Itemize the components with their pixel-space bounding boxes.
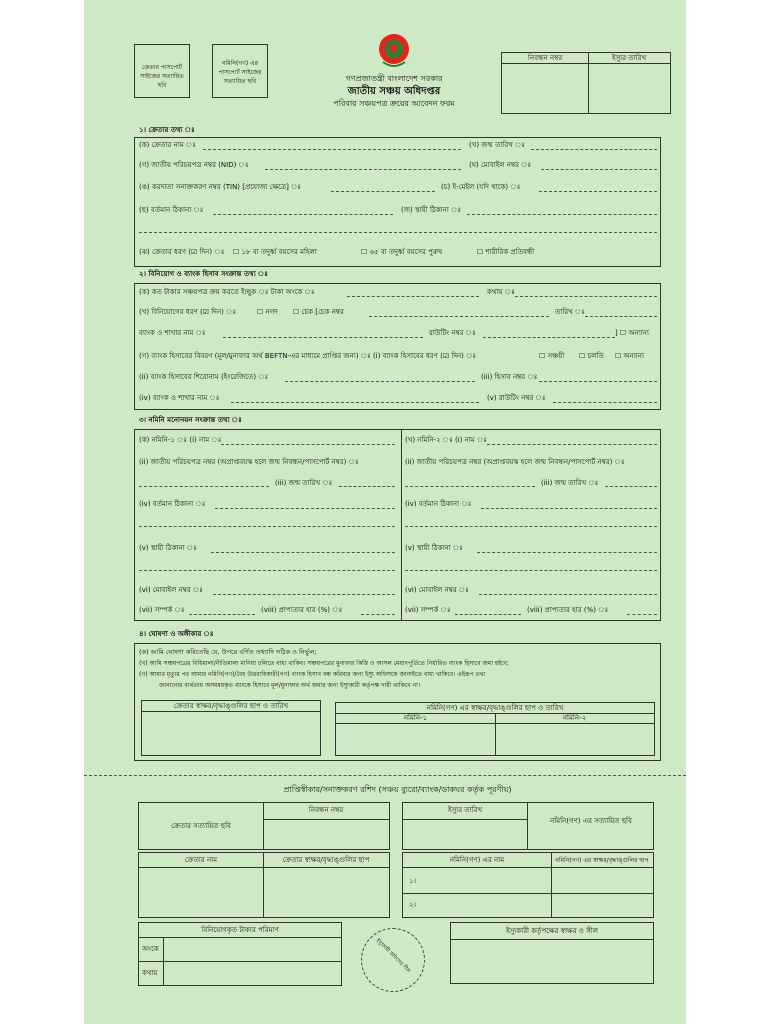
account-title-label: (ii) ব্যাংক হিসাবের শিরোনাম (ইংরেজিতে) ঃ — [139, 373, 269, 381]
nominee1-share-label: (viii) প্রাপ্যতার হার (%) ঃ — [261, 606, 343, 614]
tin-label: (ঙ) করদাতা সনাক্তকরণ নম্বর (TIN) [প্রযোজ্য ক্ষেত্রে] ঃ — [139, 183, 302, 191]
current-option[interactable]: ☐ চলতি — [579, 352, 604, 360]
cheque-option[interactable]: ☐ চেক [চেক নম্বর — [293, 308, 344, 316]
present-address-label: (ছ) বর্তমান ঠিকানা ঃ — [139, 206, 204, 214]
cheque-routing-label: রাউটিং নম্বর ঃ — [429, 329, 476, 337]
receipt-buyer-sign-box — [138, 852, 390, 918]
declaration-2: (খ) আমি সঞ্চয়পত্রের বিধিমালা/নীতিমালা মানিয়া চলিতে বাধ্য থাকিব। সঞ্চয়পত্রের মুনাফার কিস্তি ও আসল মেয়াদপূর্তিতে নির্ধারিত ব্যাংক হিসাবে জমা হইবে; — [139, 660, 509, 667]
declaration-box — [134, 643, 661, 761]
beftn-label: (গ) ব্যাংক হিসাবের বিবরণ (মূল/মুনাফার অর্থ BEFTN-এর মাধ্যমে প্রাপ্তির জন্য) ঃ (i) ব্যাংক হিসাবের ধরণ (☑ দিন) ঃ — [139, 352, 477, 360]
receipt-authority-box — [450, 922, 654, 984]
type-option-disabled[interactable]: ☐ শারীরিক প্রতিবন্ধী — [477, 248, 535, 256]
receipt-buyer-name: ক্রেতার নাম — [184, 856, 218, 864]
nominee2-permanent-label: (v) স্থায়ী ঠিকানা ঃ — [405, 544, 463, 552]
routing-number-label: (v) রাউটিং নম্বর ঃ — [487, 394, 546, 402]
seal-label: ইস্যুকারী অফিসের সীল — [374, 937, 412, 975]
nominee1-nid-label: (ii) জাতীয় পরিচয়পত্র নম্বর (অপ্রাপ্তবয়স্ক হলে জন্ম নিবন্ধন/পাসপোর্ট নম্বর) ঃ — [139, 458, 359, 466]
declaration-3: (গ) আমার মৃত্যুর পর আমার নমিনি(গণ)/বৈধ উত্তরাধিকারী(গণ) ব্যাংক হিসাব বন্ধ করিবার জন্য ইস্যু অফিসকে জানাইতে বাধ্য থাকিবে। এইরূপ তথ্য — [139, 671, 486, 678]
nominee1-mobile-label: (vi) মোবাইল নম্বর ঃ — [139, 586, 203, 594]
amount-words-label: কথায় ঃ — [487, 288, 515, 296]
nominee1-present-label: (iv) বর্তমান ঠিকানা ঃ — [139, 500, 206, 508]
receipt-nominee-sign-box — [402, 852, 654, 918]
investment-type-label: (খ) বিনিয়োগের ধরণ (☑ দিন) ঃ — [139, 308, 237, 316]
nominee2-present-label: (iv) বর্তমান ঠিকানা ঃ — [405, 500, 472, 508]
nominee2-mobile-label: (vi) মোবাইল নম্বর ঃ — [405, 586, 469, 594]
department-title: জাতীয় সঞ্চয় অধিদপ্তর — [347, 86, 441, 97]
account-number-label: (iii) হিসাব নম্বর ঃ — [481, 373, 538, 381]
amount-label: (ক) কত টাকার সঞ্চয়পত্র ক্রয় করতে ইচ্ছুক ঃ টাকা অংকে ঃ — [139, 288, 315, 296]
receipt-nominee-row-2: ২। — [409, 901, 417, 909]
bank-branch-label: (iv) ব্যাংক ও শাখার নাম ঃ — [139, 394, 220, 402]
nominee2-share-label: (viii) প্রাপ্যতার হার (%) ঃ — [527, 606, 609, 614]
section-4-title: ৪। ঘোষণা ও অঙ্গীকার ঃ — [139, 630, 214, 638]
buyer-photo-label: ক্রেতার পাসপোর্ট সাইজের সত্যায়িত ছবি — [140, 64, 184, 89]
email-label: (চ) ই-মেইল (যদি থাকে) ঃ — [441, 183, 521, 191]
section-1-title: ১। ক্রেতার তথ্য ঃ — [139, 126, 195, 134]
buyer-type-label: (ঝ) ক্রেতার ধরণ (☑ দিন) ঃ — [139, 248, 225, 256]
others-account-option[interactable]: ☐ অন্যান্য — [615, 352, 645, 360]
declaration-3-cont: জানানোর ব্যর্থতায় অসমন্বয়কৃত ব্যাংকে হিসাবে মূল/মুনাফার অর্থ জমার জন্য ইস্যুকারী কর্তৃপক্ষ দায়ী থাকিবে না। — [159, 682, 420, 689]
buyer-signature-label: ক্রেতার স্বাক্ষর/বৃদ্ধাঙ্গুলির ছাপ ও তারিখ — [173, 702, 289, 710]
type-option-woman[interactable]: ☐ ১৮ বা তদুর্ধ্ব বয়সের মহিলা — [233, 248, 317, 256]
nominee2-name-label: (খ) নমিনি-২ ঃ (i) নাম ঃ — [405, 436, 488, 444]
type-option-man-65[interactable]: ☐ ৬৫ বা তদুর্ধ্ব বয়সের পুরুষ — [361, 248, 443, 256]
issuing-office-seal-icon — [361, 928, 425, 992]
reg-no-header: নিবন্ধন নম্বর — [527, 54, 563, 62]
nid-label: (গ) জাতীয় পরিচয়পত্র নম্বর (NID) ঃ — [139, 161, 249, 169]
nominee1-name-label: (ক) নমিনি-১ ঃ (i) নাম ঃ — [139, 436, 222, 444]
cheque-bank-label: ব্যাংক ও শাখার নাম ঃ — [139, 329, 206, 337]
office-use-box — [501, 52, 671, 114]
mobile-label: (ঘ) মোবাইল নম্বর ঃ — [469, 161, 532, 169]
section-2-title: ২। বিনিয়োগ ও ব্যাংক হিসাব সংক্রান্ত তথ্য ঃ — [139, 270, 268, 278]
buyer-photo-box — [134, 44, 190, 98]
nominee1-dob-label: (iii) জন্ম তারিখ ঃ — [275, 479, 333, 487]
receipt-title: প্রাপ্তিস্বীকার/সনাক্তকরণ রশিদ (সঞ্চয় ব্যুরো/ব্যাংক/ডাকঘর কর্তৃক পূরণীয়) — [283, 785, 512, 794]
buyer-signature-box — [141, 700, 321, 756]
government-emblem-icon — [377, 32, 411, 68]
buyer-name-label: (ক) ক্রেতার নাম ঃ — [139, 141, 196, 149]
declaration-1: (ক) আমি ঘোষণা করিতেছি যে, উপরে বর্ণিত তথ্যাদি সঠিক ও নির্ভুল; — [139, 648, 317, 656]
receipt-issue-box — [402, 802, 654, 850]
dob-label: (খ) জন্ম তারিখ ঃ — [469, 141, 526, 149]
nominee-signature-label: নমিনি(গণ) এর স্বাক্ষর/বৃদ্ধাঙ্গুলির ছাপ ও তারিখ — [426, 704, 564, 712]
nominee1-permanent-label: (v) স্থায়ী ঠিকানা ঃ — [139, 544, 197, 552]
receipt-nominee-name: নমিনি(গণ) এর নাম — [449, 856, 505, 864]
permanent-address-label: (জ) স্থায়ী ঠিকানা ঃ — [401, 206, 462, 214]
government-title: গণপ্রজাতন্ত্রী বাংলাদেশ সরকার — [345, 74, 443, 83]
section-3-title: ৩। নমিনি মনোনয়ন সংক্রান্ত তথ্য ঃ — [139, 416, 242, 424]
receipt-amount-box — [138, 922, 342, 986]
investment-info-box — [134, 283, 661, 410]
receipt-nominee-signature: নমিনি(গণ) এর স্বাক্ষর/বৃদ্ধাঙ্গুলির ছাপ — [555, 857, 649, 864]
form-title: পরিবার সঞ্চয়পত্র ক্রয়ের আবেদন ফরম — [333, 99, 455, 108]
receipt-reg-no: নিবন্ধন নম্বর — [308, 806, 344, 814]
receipt-invest-amount: বিনিয়োগকৃত টাকার পরিমাণ — [201, 926, 279, 934]
nominee2-signature-label: নমিনি-২ — [562, 714, 587, 722]
nominee-photo-label: নমিনি(গণ) এর পাসপোর্ট সাইজের সত্যায়িত ছবি — [218, 60, 262, 85]
receipt-nominee-photo: নমিনি(গণ) এর সত্যায়িত ছবি — [550, 817, 632, 825]
receipt-issue-date: ইস্যুর তারিখ — [447, 806, 483, 814]
receipt-buyer-box — [138, 802, 390, 850]
nominee2-dob-label: (iii) জন্ম তারিখ ঃ — [541, 479, 599, 487]
nominee2-nid-label: (ii) জাতীয় পরিচয়পত্র নম্বর (অপ্রাপ্তবয়স্ক হলে জন্ম নিবন্ধন/পাসপোর্ট নম্বর) ঃ — [405, 458, 625, 466]
receipt-authority-signature: ইস্যুকারী কর্তৃপক্ষের স্বাক্ষর ও সীল — [505, 927, 599, 935]
application-form-sheet — [84, 0, 686, 1024]
other-option[interactable]: ] ☐ অন্যান্য — [615, 329, 649, 337]
receipt-buyer-signature: ক্রেতার স্বাক্ষর/বৃদ্ধাঙ্গুলির ছাপ — [282, 856, 370, 864]
nominee-photo-box — [212, 44, 268, 98]
nominee-signature-box — [335, 702, 655, 756]
cash-option[interactable]: ☐ নগদ — [257, 308, 278, 316]
nominee2-relation-label: (vii) সম্পর্ক ঃ — [405, 606, 451, 614]
cut-line — [84, 775, 686, 776]
buyer-info-box — [134, 137, 661, 267]
nominee1-relation-label: (vii) সম্পর্ক ঃ — [139, 606, 185, 614]
receipt-nominee-row-1: ১। — [409, 877, 417, 885]
receipt-buyer-photo: ক্রেতার সত্যায়িত ছবি — [171, 822, 231, 830]
receipt-in-figures: অংকে — [142, 945, 159, 953]
savings-option[interactable]: ☐ সঞ্চয়ী — [539, 352, 565, 360]
receipt-in-words: কথায় — [142, 969, 158, 977]
cheque-date-label: তারিখ ঃ — [555, 308, 585, 316]
nominee1-signature-label: নমিনি-১ — [403, 714, 428, 722]
issue-date-header: ইস্যুর তারিখ — [611, 54, 647, 62]
nominee-info-box — [134, 429, 661, 621]
